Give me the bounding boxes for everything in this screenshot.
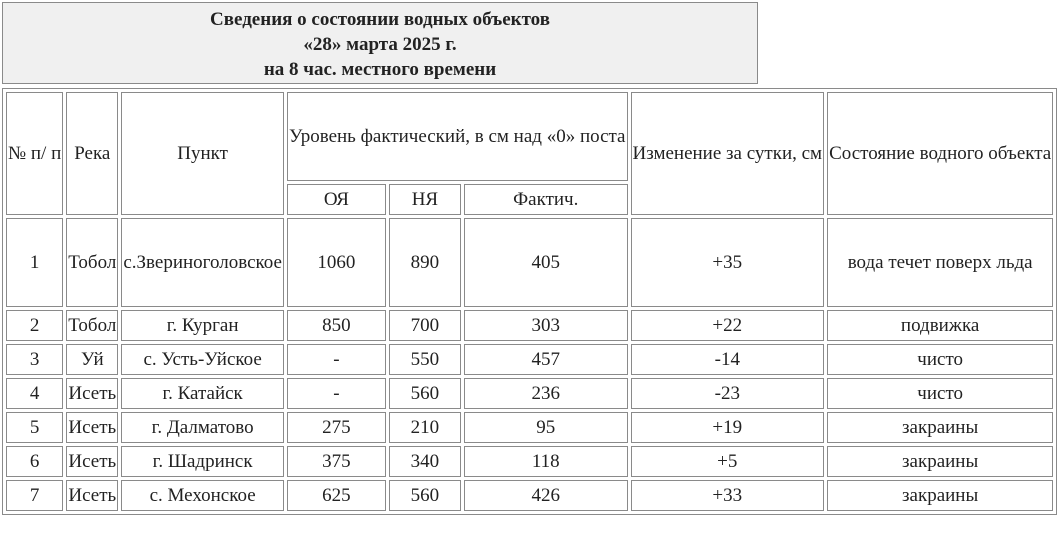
- header-point: Пункт: [121, 92, 284, 215]
- cell-change: -14: [631, 344, 825, 375]
- cell-nya: 560: [389, 378, 461, 409]
- cell-state: подвижка: [827, 310, 1053, 341]
- header-nya: НЯ: [389, 184, 461, 215]
- header-oya: ОЯ: [287, 184, 386, 215]
- table-row: [6, 412, 1053, 443]
- cell-fact: 95: [464, 412, 627, 443]
- cell-fact: 236: [464, 378, 627, 409]
- cell-state: вода течет поверх льда: [827, 218, 1053, 307]
- cell-num: 7: [6, 480, 63, 511]
- cell-river: Исеть: [66, 412, 118, 443]
- cell-nya: 550: [389, 344, 461, 375]
- header-change: Изменение за сутки, см: [631, 92, 825, 215]
- cell-change: +22: [631, 310, 825, 341]
- cell-oya: 625: [287, 480, 386, 511]
- report-title: [2, 2, 758, 84]
- table-row: [6, 310, 1053, 341]
- cell-fact: 303: [464, 310, 627, 341]
- cell-num: 3: [6, 344, 63, 375]
- cell-point: г. Курган: [121, 310, 284, 341]
- header-state: Состояние водного объекта: [827, 92, 1053, 215]
- cell-change: +19: [631, 412, 825, 443]
- cell-point: с. Усть-Уйское: [121, 344, 284, 375]
- title-line-1: Сведения о состоянии водных объектов: [210, 9, 550, 30]
- cell-state: чисто: [827, 378, 1053, 409]
- cell-point: г. Шадринск: [121, 446, 284, 477]
- cell-state: чисто: [827, 344, 1053, 375]
- cell-num: 4: [6, 378, 63, 409]
- cell-num: 6: [6, 446, 63, 477]
- table-row: [6, 378, 1053, 409]
- header-fact: Фактич.: [464, 184, 627, 215]
- cell-nya: 700: [389, 310, 461, 341]
- cell-change: -23: [631, 378, 825, 409]
- table-row: [6, 480, 1053, 511]
- cell-point: г. Катайск: [121, 378, 284, 409]
- header-level: Уровень фактический, в см над «0» поста: [287, 92, 628, 181]
- cell-oya: 275: [287, 412, 386, 443]
- cell-river: Исеть: [66, 446, 118, 477]
- header-river: Река: [66, 92, 118, 215]
- cell-river: Уй: [66, 344, 118, 375]
- cell-nya: 560: [389, 480, 461, 511]
- cell-river: Тобол: [66, 310, 118, 341]
- cell-fact: 457: [464, 344, 627, 375]
- cell-oya: 1060: [287, 218, 386, 307]
- cell-nya: 340: [389, 446, 461, 477]
- cell-num: 1: [6, 218, 63, 307]
- cell-num: 2: [6, 310, 63, 341]
- title-line-2: «28» марта 2025 г.: [303, 34, 457, 55]
- cell-oya: 375: [287, 446, 386, 477]
- cell-state: закраины: [827, 480, 1053, 511]
- cell-state: закраины: [827, 446, 1053, 477]
- table-row: [6, 344, 1053, 375]
- cell-river: Тобол: [66, 218, 118, 307]
- cell-change: +5: [631, 446, 825, 477]
- cell-num: 5: [6, 412, 63, 443]
- table-row: [6, 218, 1053, 307]
- cell-river: Исеть: [66, 378, 118, 409]
- cell-nya: 210: [389, 412, 461, 443]
- cell-nya: 890: [389, 218, 461, 307]
- cell-point: с. Мехонское: [121, 480, 284, 511]
- cell-fact: 405: [464, 218, 627, 307]
- cell-change: +33: [631, 480, 825, 511]
- cell-change: +35: [631, 218, 825, 307]
- title-line-3: на 8 час. местного времени: [263, 59, 497, 80]
- cell-state: закраины: [827, 412, 1053, 443]
- cell-oya: 850: [287, 310, 386, 341]
- table-row: [6, 446, 1053, 477]
- cell-oya: -: [287, 344, 386, 375]
- cell-point: с.Звериноголовское: [121, 218, 284, 307]
- cell-fact: 426: [464, 480, 627, 511]
- water-status-table: [2, 88, 1057, 515]
- header-num: № п/ п: [6, 92, 63, 215]
- cell-oya: -: [287, 378, 386, 409]
- cell-fact: 118: [464, 446, 627, 477]
- cell-point: г. Далматово: [121, 412, 284, 443]
- cell-river: Исеть: [66, 480, 118, 511]
